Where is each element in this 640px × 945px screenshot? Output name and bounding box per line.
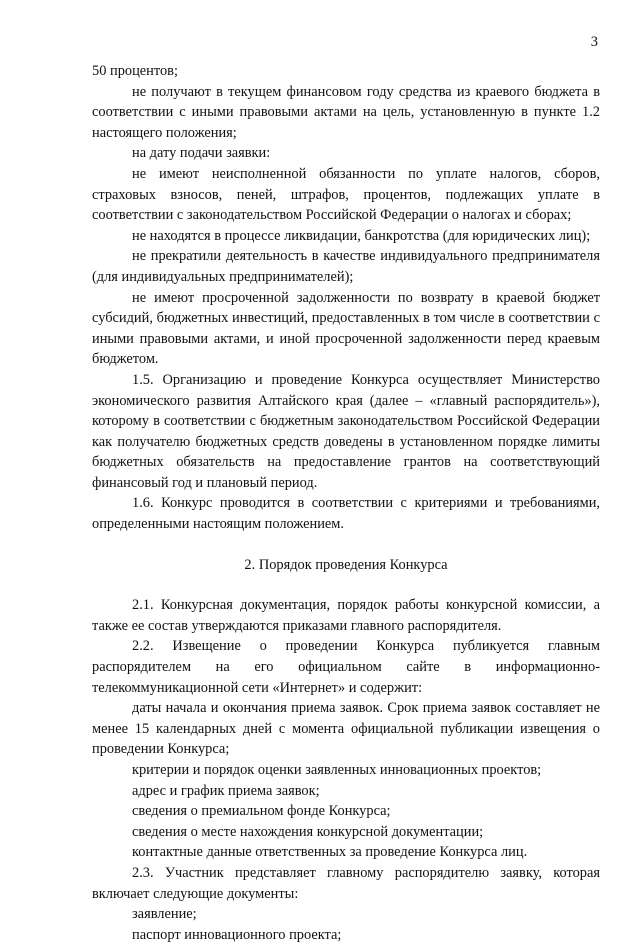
paragraph: адрес и график приема заявок; [132, 782, 320, 799]
section-1-continuation [92, 61, 600, 535]
paragraph: паспорт инновационного проекта; [132, 926, 342, 943]
paragraph: заявление; [132, 906, 197, 923]
paragraph: 50 процентов; [92, 63, 178, 79]
paragraph: не имеют неисполненной обязанности по уплате налогов, сборов, страховых взносов, пеней, штрафов, процентов, подлежащих уплате в соответствии с законодательством Российской Федерации о налогах и сборах; [92, 165, 600, 224]
paragraph: не находятся в процессе ликвидации, банкротства (для юридических лиц); [132, 227, 591, 244]
paragraph: сведения о месте нахождения конкурсной документации; [132, 823, 484, 840]
paragraph: не имеют просроченной задолженности по возврату в краевой бюджет субсидий, бюджетных инвестиций, предоставленных в том числе в соответствии с иными правовыми актами, и иной просроченной задолженности перед краевым бюджетом. [92, 289, 600, 368]
paragraph: 2.2. Извещение о проведении Конкурса публикуется главным распорядителем на его официальном сайте в информационно-телекоммуникационной сети «Интернет» и содержит: [92, 638, 600, 696]
paragraph: контактные данные ответственных за проведение Конкурса лиц. [132, 844, 528, 861]
paragraph: 1.6. Конкурс проводится в соответствии с критериями и требованиями, определенными настоящим положением. [92, 495, 600, 533]
page-number: 3 [590, 34, 598, 50]
paragraph: 1.5. Организацию и проведение Конкурса осуществляет Министерство экономического развития Алтайского края (далее – «главный распорядитель»), которому в соответствии с бюджетным законодательством Российской Федерации как получателю бюджетных средств доведены в установленном порядке лимиты бюджетных обязательств на предоставление грантов на соответствующий финансовый год и плановый период. [92, 371, 600, 491]
paragraph: критерии и порядок оценки заявленных инновационных проектов; [132, 762, 542, 778]
document-body [92, 61, 600, 945]
section-heading: 2. Порядок проведения Конкурса [244, 556, 448, 573]
paragraph: 2.1. Конкурсная документация, порядок работы конкурсной комиссии, а также ее состав утверждаются приказами главного распорядителя. [92, 597, 600, 634]
section-2 [92, 595, 600, 945]
paragraph: не получают в текущем финансовом году средства из краевого бюджета в соответствии с иными правовыми актами на цель, установленную в пункте 1.2 настоящего положения; [92, 83, 600, 141]
paragraph: на дату подачи заявки: [132, 145, 271, 162]
paragraph: сведения о премиальном фонде Конкурса; [132, 803, 391, 820]
paragraph: 2.3. Участник представляет главному распорядителю заявку, которая включает следующие документы: [92, 864, 600, 902]
paragraph: не прекратили деятельность в качестве индивидуального предпринимателя (для индивидуальных предпринимателей); [92, 248, 600, 285]
paragraph: даты начала и окончания приема заявок. Срок приема заявок составляет не менее 15 календарных дней с момента официальной публикации извещения о проведении Конкурса; [92, 700, 600, 758]
